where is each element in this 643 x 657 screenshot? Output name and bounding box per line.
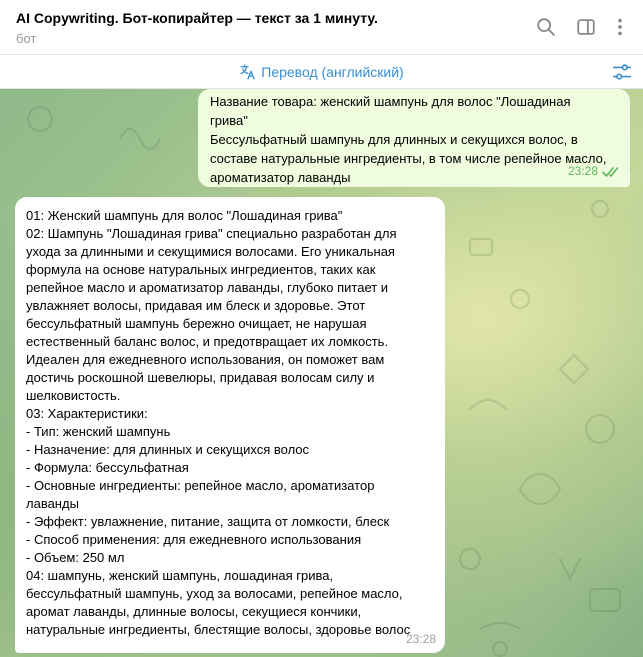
message-meta <box>568 162 622 181</box>
chat-title[interactable]: AI Copywriting. Бот-копирайтер — текст за 1 минуту. <box>16 10 378 26</box>
message-time: 23:28 <box>567 164 598 178</box>
translate-label: Перевод (английский) <box>261 64 404 80</box>
double-check-icon <box>602 166 622 178</box>
more-vertical-icon[interactable] <box>608 15 632 39</box>
sliders-icon[interactable] <box>611 61 633 83</box>
message-time: 23:28 <box>405 632 436 646</box>
chat-area[interactable] <box>0 89 643 657</box>
outgoing-message[interactable] <box>198 89 630 187</box>
incoming-message[interactable] <box>15 197 445 653</box>
chat-header <box>0 0 643 55</box>
sidebar-icon[interactable] <box>574 15 598 39</box>
translate-icon <box>239 63 257 81</box>
search-icon[interactable] <box>534 15 558 39</box>
translate-bar <box>0 55 643 89</box>
chat-status: бот <box>16 31 37 46</box>
message-text: Название товара: женский шампунь для волос "Лошадиная грива" Бессульфатный шампунь для длинных и секущихся волос, в составе натуральные ингредиенты, в том числе репейное масло, ароматизатор лаванды <box>210 94 607 185</box>
translate-button[interactable] <box>0 55 643 89</box>
message-text: 01: Женский шампунь для волос "Лошадиная грива" 02: Шампунь "Лошадиная грива" специально разработан для ухода за длинными и секущимися волосами. Его уникальная формула на основе натуральных ингредиентов, таких как репейное масло и ароматизатор лаванды, глубоко питает и увлажняет волосы, придавая им блеск и здоровье. Этот бессульфатный шампунь бережно очищает, не нарушая естественный баланс волос, и предотвращает их ломкость. Идеален для ежедневного использования, он поможет вам достичь роскошной шевелюры, придавая волосам силу и шелковистость. 03: Характеристики: - Тип: женский шампунь - Назначение: для длинных и секущихся волос - Формула: бессульфатная - Основные ингредиенты: репейное масло, ароматизатор лаванды - Эффект: увлажнение, питание, защита от ломкости, блеск - Способ применения: для ежедневного использования - Объем: 250 мл 04: шампунь, женский шампунь, лошадиная грива, бессульфатный шампунь, уход за волосами, репейное масло, аромат лаванды, длинные волосы, секущиеся кончики, натуральные ингредиенты, блестящие волосы, здоровье волос <box>26 208 411 637</box>
